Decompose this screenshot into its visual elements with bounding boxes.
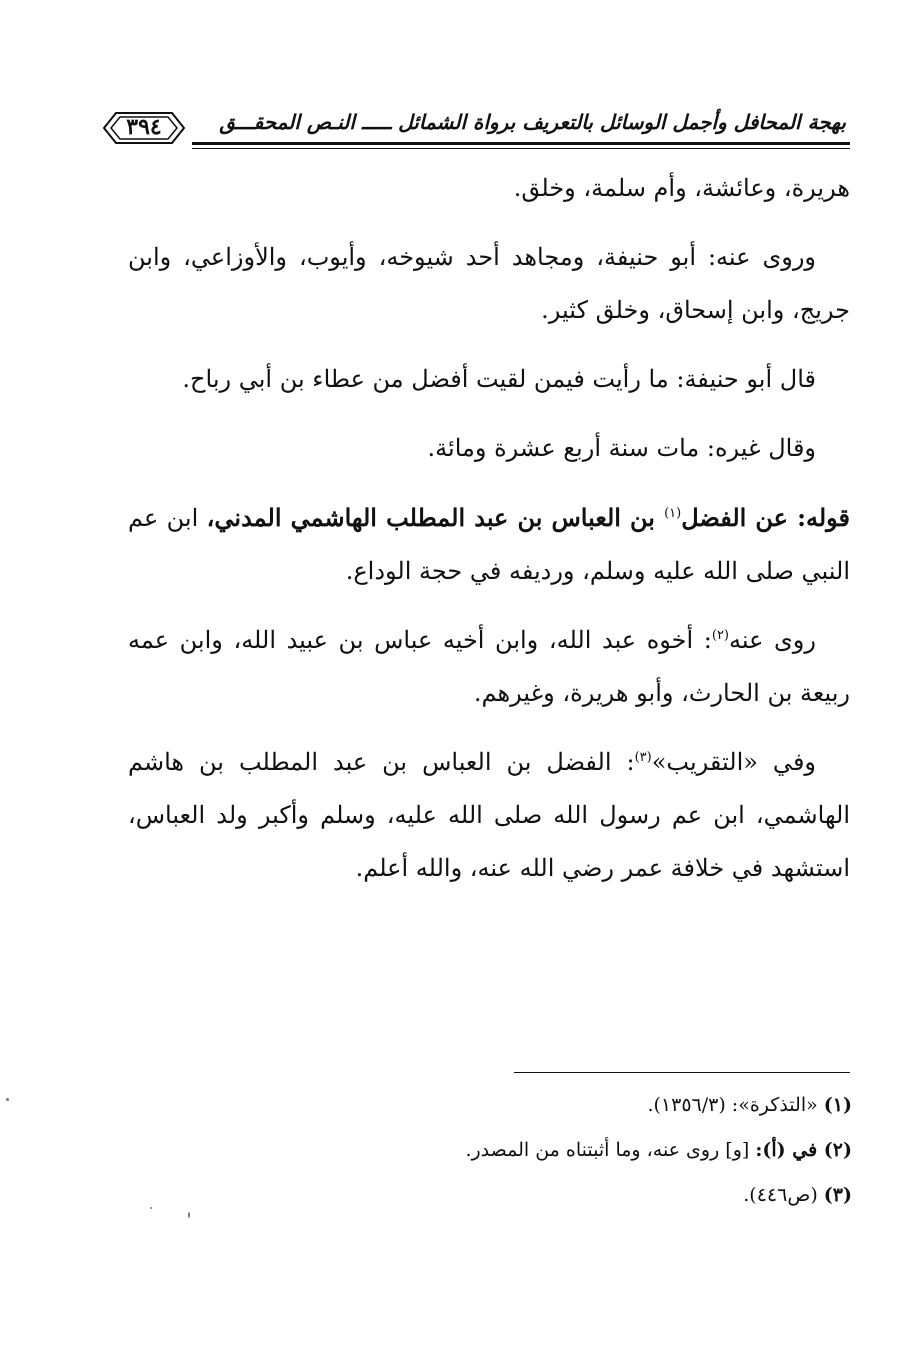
paragraph-text: : أخوه عبد الله، وابن أخيه عباس بن عبيد الله، وابن عمه ربيعة بن الحارث، وأبو هريرة، وغيرهم. — [128, 626, 850, 707]
footnote-separator — [514, 1072, 850, 1073]
paragraph-text: وروى عنه: أبو حنيفة، ومجاهد أحد شيوخه، وأيوب، والأوزاعي، وابن جريج، وابن إسحاق، وخلق كثير. — [128, 243, 850, 324]
footnote-number: (٣) — [823, 1184, 852, 1206]
paragraph-text: : الفضل بن العباس بن عبد المطلب بن هاشم الهاشمي، ابن عم رسول الله صلى الله عليه، وسلم وأكبر ولد العباس، استشهد في خلافة عمر رضي الله عنه، والله أعلم. — [128, 748, 850, 882]
paragraph — [128, 231, 850, 337]
paragraph-text: وقال غيره: مات سنة أربع عشرة ومائة. — [427, 434, 816, 462]
entry-heading: قوله: عن الفضل — [681, 503, 850, 532]
footnote-ref: (١) — [664, 506, 682, 521]
footnote — [300, 1173, 852, 1218]
page-number-frame — [102, 110, 186, 146]
running-header — [96, 100, 856, 156]
paragraph — [128, 353, 850, 406]
paragraph — [128, 736, 850, 895]
scan-speck — [188, 1212, 190, 1218]
footnote-ref: (٢) — [711, 628, 729, 643]
header-title: بهجة المحافل وأجمل الوسائل بالتعريف برواة الشمائل ـــــ النـص المحقـــق — [219, 110, 846, 134]
footnote-text: «التذكرة»: (١٣٥٦/٣). — [647, 1094, 818, 1116]
paragraph-text: ابن عم النبي صلى الله عليه وسلم، ورديفه في حجة الوداع. — [128, 504, 850, 585]
page-number: ٣٩٤ — [126, 114, 162, 140]
scan-speck — [6, 1098, 9, 1101]
paragraph — [128, 614, 850, 720]
scan-speck — [150, 1207, 152, 1209]
footnote-number: (١) — [823, 1094, 852, 1116]
header-rule — [192, 142, 850, 149]
footnote — [300, 1128, 852, 1173]
footnote-number: (٢) في (أ): — [755, 1139, 852, 1161]
paragraph-text: هريرة، وعائشة، وأم سلمة، وخلق. — [513, 174, 850, 202]
paragraph — [128, 491, 850, 598]
entry-heading-name: بن العباس بن عبد المطلب الهاشمي المدني، — [206, 503, 665, 532]
footnote-text: (ص٤٤٦). — [743, 1184, 818, 1206]
paragraph — [128, 162, 850, 215]
footnote-ref: (٣) — [634, 750, 652, 765]
paragraph — [128, 422, 850, 475]
footnote — [300, 1083, 852, 1128]
paragraph-text: قال أبو حنيفة: ما رأيت فيمن لقيت أفضل من عطاء بن أبي رباح. — [182, 365, 816, 393]
footnotes — [300, 1083, 852, 1218]
paragraph-lead: وفي «التقريب» — [651, 748, 817, 776]
footnote-text: [و] روى عنه، وما أثبتناه من المصدر. — [465, 1139, 750, 1161]
paragraph-lead: روى عنه — [729, 626, 816, 654]
main-text — [128, 162, 850, 911]
